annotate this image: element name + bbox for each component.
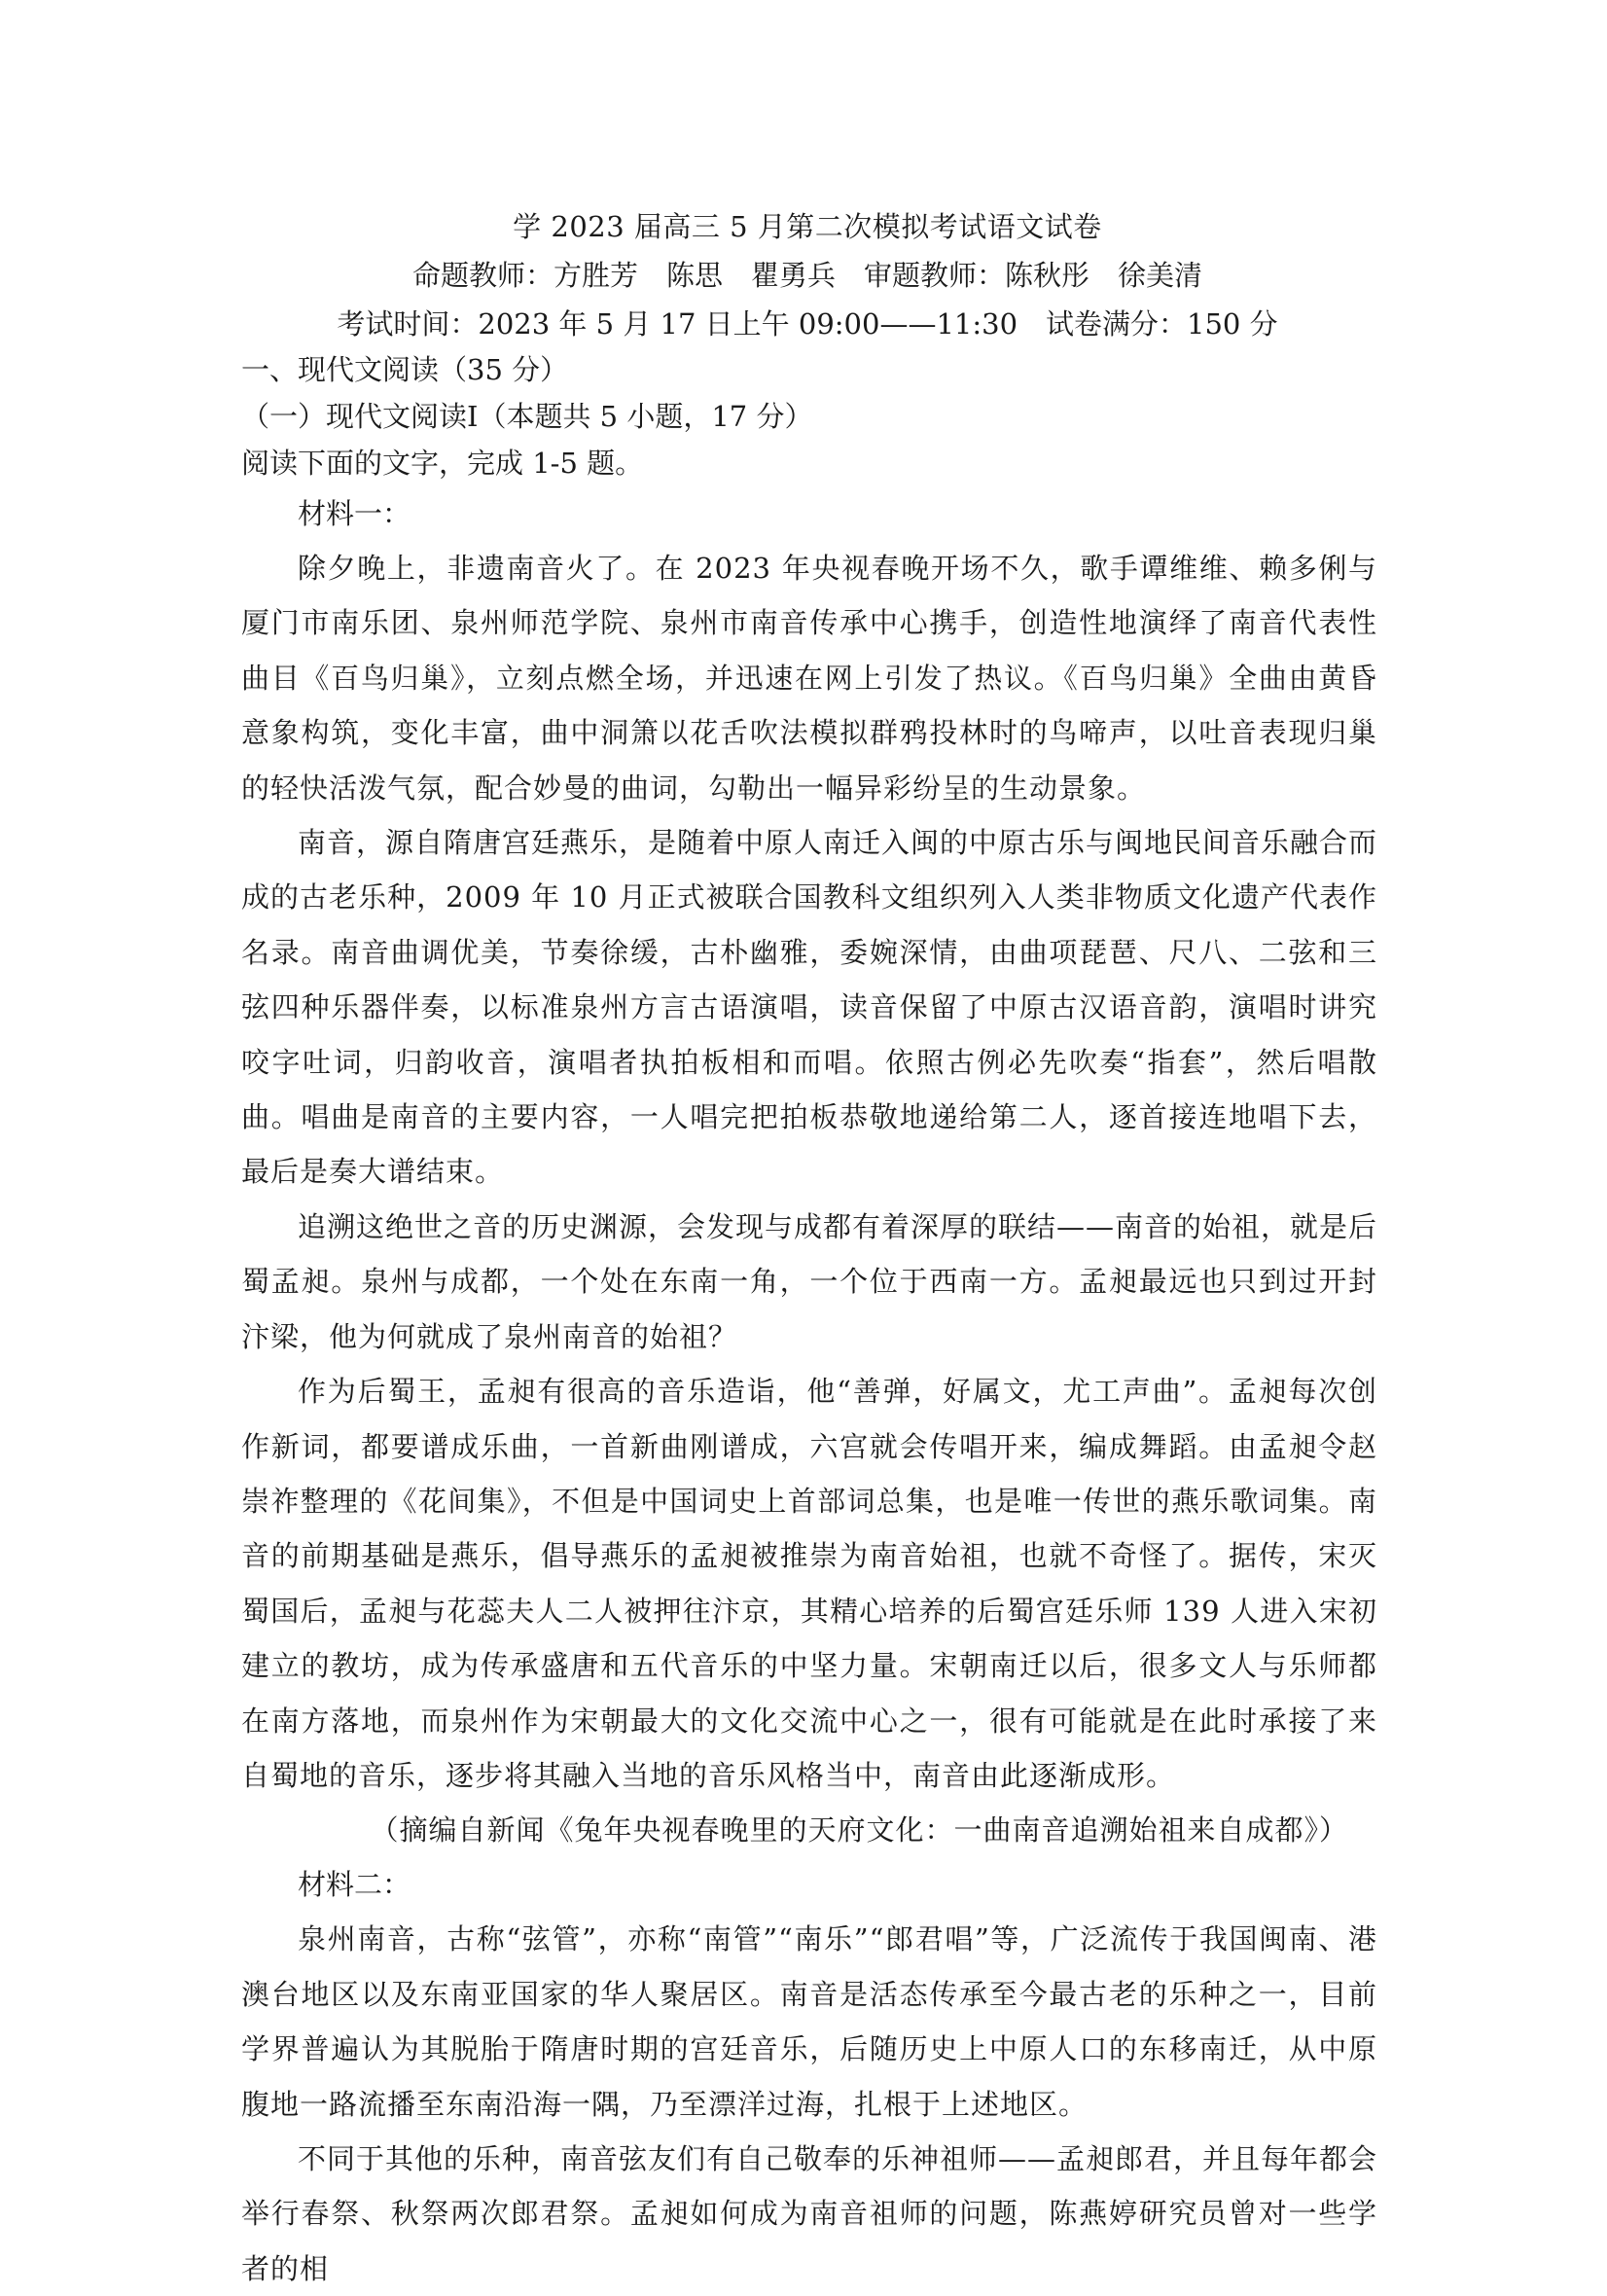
material1-paragraph: 作为后蜀王，孟昶有很高的音乐造诣，他“善弹，好属文，尤工声曲”。孟昶每次创作新词，都要谱成乐曲，一首新曲刚谱成，六宫就会传唱开来，编成舞蹈。由孟昶令赵崇祚整理的《花间集》，不但是中国词史上首部词总集，也是唯一传世的燕乐歌词集。南音的前期基础是燕乐，倡导燕乐的孟昶被推崇为南音始祖，也就不奇怪了。据传，宋灭蜀国后，孟昶与花蕊夫人二人被押往汴京，其精心培养的后蜀宫廷乐师 139 人进入宋初建立的教坊，成为传承盛唐和五代音乐的中坚力量。宋朝南迁以后，很多文人与乐师都在南方落地，而泉州作为宋朝最大的文化交流中心之一，很有可能就是在此时承接了来自蜀地的音乐，逐步将其融入当地的音乐风格当中，南音由此逐渐成形。 [241,1375,1377,1792]
section-instruction: 阅读下面的文字，完成 1-5 题。 [241,447,644,480]
section-subheading: （一）现代文阅读Ⅰ（本题共 5 小题，17 分） [241,400,813,433]
material2-paragraph: 泉州南音，古称“弦管”，亦称“南管”“南乐”“郎君唱”等，广泛流传于我国闽南、港澳台地区以及东南亚国家的华人聚居区。南音是活态传承至今最古老的乐种之一，目前学界普遍认为其脱胎于隋唐时期的宫廷音乐，后随历史上中原人口的东移南迁，从中原腹地一路流播至东南沿海一隅，乃至漂洋过海，扎根于上述地区。 [241,1922,1377,2121]
exam-info: 考试时间：2023 年 5 月 17 日上午 09:00——11:30 试卷满分：150 分 [337,307,1278,341]
exam-title: 学 2023 届高三 5 月第二次模拟考试语文试卷 [513,210,1102,243]
material1-paragraph: 除夕晚上，非遗南音火了。在 2023 年央视春晚开场不久，歌手谭维维、赖多俐与厦门市南乐团、泉州师范学院、泉州市南音传承中心携手，创造性地演绎了南音代表性曲目《百鸟归巢》，立刻点燃全场，并迅速在网上引发了热议。《百鸟归巢》全曲由黄昏意象构筑，变化丰富，曲中洞箫以花舌吹法模拟群鸦投林时的鸟啼声，以吐音表现归巢的轻快活泼气氛，配合妙曼的曲词，勾勒出一幅异彩纷呈的生动景象。 [241,552,1377,805]
material1-label: 材料一： [298,497,411,530]
material2-label: 材料二： [298,1868,411,1902]
material1-paragraph: 南音，源自隋唐宫廷燕乐，是随着中原人南迁入闽的中原古乐与闽地民间音乐融合而成的古老乐种，2009 年 10 月正式被联合国教科文组织列入人类非物质文化遗产代表作名录。南音曲调优美，节奏徐缓，古朴幽雅，委婉深情，由曲项琵琶、尺八、二弦和三弦四种乐器伴奏，以标准泉州方言古语演唱，读音保留了中原古汉语音韵，演唱时讲究咬字吐词，归韵收音，演唱者执拍板相和而唱。依照古例必先吹奏“指套”，然后唱散曲。唱曲是南音的主要内容，一人唱完把拍板恭敬地递给第二人，逐首接连地唱下去，最后是奏大谱结束。 [241,826,1378,1189]
exam-teachers: 命题教师：方胜芳 陈思 瞿勇兵 审题教师：陈秋彤 徐美清 [411,259,1202,292]
material1-source: （摘编自新闻《兔年央视春晚里的天府文化：一曲南音追溯始祖来自成都》） [370,1813,1348,1848]
exam-body [241,346,1377,2296]
material1-paragraph: 追溯这绝世之音的历史渊源，会发现与成都有着深厚的联结——南音的始祖，就是后蜀孟昶。泉州与成都，一个处在东南一角，一个位于西南一方。孟昶最远也只到过开封汴梁，他为何就成了泉州南音的始祖？ [241,1209,1378,1353]
exam-header [243,202,1372,348]
material2-paragraph: 不同于其他的乐种，南音弦友们有自己敬奉的乐神祖师——孟昶郎君，并且每年都会举行春祭、秋祭两次郎君祭。孟昶如何成为南音祖师的问题，陈燕婷研究员曾对一些学者的相 [241,2141,1378,2285]
section-heading: 一、现代文阅读（35 分） [241,353,569,386]
